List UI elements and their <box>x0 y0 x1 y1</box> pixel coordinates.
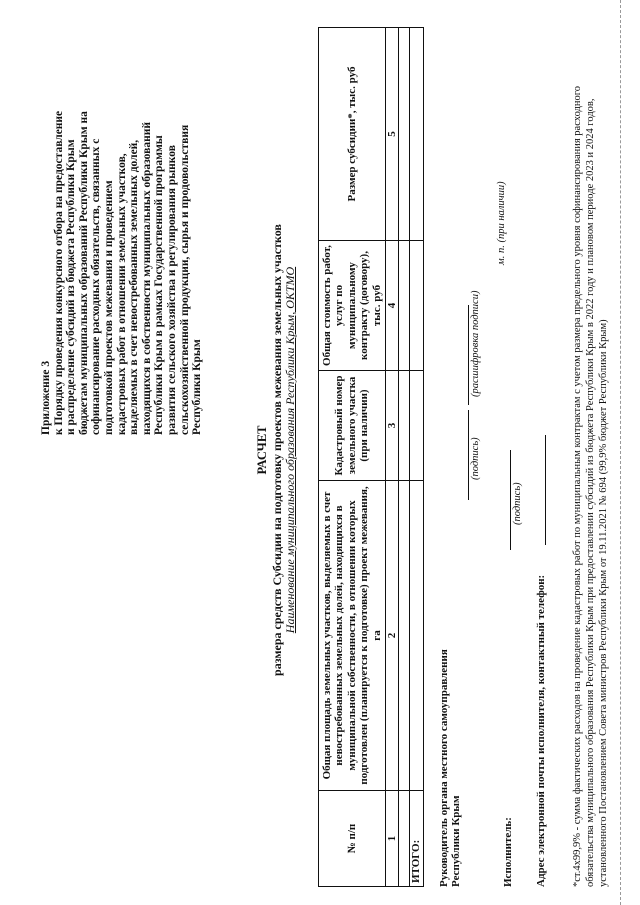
table-cell <box>399 371 410 481</box>
attachment-line: и распределение субсидий из бюджета Республики Крым <box>65 139 78 435</box>
signature-line <box>468 305 469 405</box>
column-number: 2 <box>386 481 399 791</box>
header-cell-area: Общая площадь земельных участков, выделяемых в счет невостребованных земельных долей, находящихся в муниципальной собственности, в отношении которых подготовлен (планируется к подготовке) проект межевания, га <box>319 481 386 791</box>
executor-label: Исполнитель: <box>502 817 514 887</box>
total-label: ИТОГО: <box>410 791 423 887</box>
table-cell <box>410 28 423 241</box>
table-header-row <box>319 28 386 887</box>
column-number: 3 <box>386 371 399 481</box>
column-number: 1 <box>386 791 399 887</box>
attachment-line: к Порядку проведения конкурсного отбора на предоставление <box>52 110 65 435</box>
attachment-line: Республики Крым в рамках Государственной программы <box>153 135 166 435</box>
decode-caption: (расшифровка подписи) <box>470 290 481 397</box>
head-label-line: Республики Крым <box>450 795 463 887</box>
calculation-table <box>318 27 424 887</box>
table-row <box>399 28 410 887</box>
header-cell-cost: Общая стоимость работ, услуг по муниципальному контракту (договору), тыс. руб <box>319 241 386 371</box>
table-cell <box>399 791 410 887</box>
stamp-caption: м. п. (при наличии) <box>496 181 507 265</box>
column-number: 4 <box>386 241 399 371</box>
table-cell <box>399 28 410 241</box>
attachment-line: находящихся в собственности муниципальных образований <box>140 122 153 435</box>
head-label-line: Руководитель органа местного самоуправления <box>438 649 450 887</box>
header-cell-number: № п/п <box>319 791 386 887</box>
attachment-line: Приложение 3 <box>40 360 52 435</box>
signature-caption: (подпись) <box>470 437 481 480</box>
municipality-caption: Наименование муниципального образования Республики Крым, ОКТМО <box>283 266 297 634</box>
header-cell-cadastral: Кадастровый номер земельного участка (при наличии) <box>319 371 386 481</box>
table-cell <box>399 241 410 371</box>
footnote: *ст.4х99,9% - сумма фактических расходов на проведение кадастровых работ по муниципальным контрактам с учетом размера предельного уровня софинансирования расходного обязательства муниципального образования Республики Крым при предоставлении субсидий из бюджета Республики Крым в 2022 году и плановом периоде 2023 и 2024 годов, установленного Постановлением Совета министров Республики Крым от 19.11.2021 № 694 (99,9% бюджет Республики Крым) <box>572 85 609 887</box>
attachment-block <box>40 15 204 435</box>
head-label <box>438 649 463 887</box>
executor-signature-caption: (подпись) <box>512 482 523 525</box>
attachment-line: подготовкой проектов межевания и проведением <box>102 180 115 435</box>
table-cell <box>410 371 423 481</box>
total-row <box>410 28 423 887</box>
attachment-line: Республики Крым <box>191 339 204 435</box>
header-cell-subsidy: Размер субсидии*, тыс. руб <box>319 28 386 241</box>
attachment-line: выделяемых в счет невостребованных земельных долей, <box>128 139 141 435</box>
column-number-row <box>386 28 399 887</box>
attachment-line: кадастровых работ в отношении земельных участков, <box>115 153 128 435</box>
table-cell <box>399 481 410 791</box>
column-number: 5 <box>386 28 399 241</box>
table-cell <box>410 481 423 791</box>
table-cell <box>410 241 423 371</box>
attachment-line: софинансирование расходных обязательств, связанных с <box>90 138 103 435</box>
attachment-line: бюджетам муниципальных образований Республики Крым на <box>77 111 90 435</box>
page-edge-divider <box>620 0 621 905</box>
attachment-line: развития сельского хозяйства и регулирования рынков <box>165 145 178 435</box>
contacts-label: Адрес электронной почты исполнителя, контактный телефон: <box>535 574 547 887</box>
document-subtitle: размера средств Субсидии на подготовку проектов межевания земельных участков <box>270 224 284 676</box>
signature-line <box>468 410 469 500</box>
executor-signature-line <box>510 450 511 550</box>
contacts-line <box>545 435 546 545</box>
document-title: РАСЧЕТ <box>255 425 269 475</box>
attachment-line: сельскохозяйственной продукции, сырья и продовольствия <box>178 124 191 435</box>
